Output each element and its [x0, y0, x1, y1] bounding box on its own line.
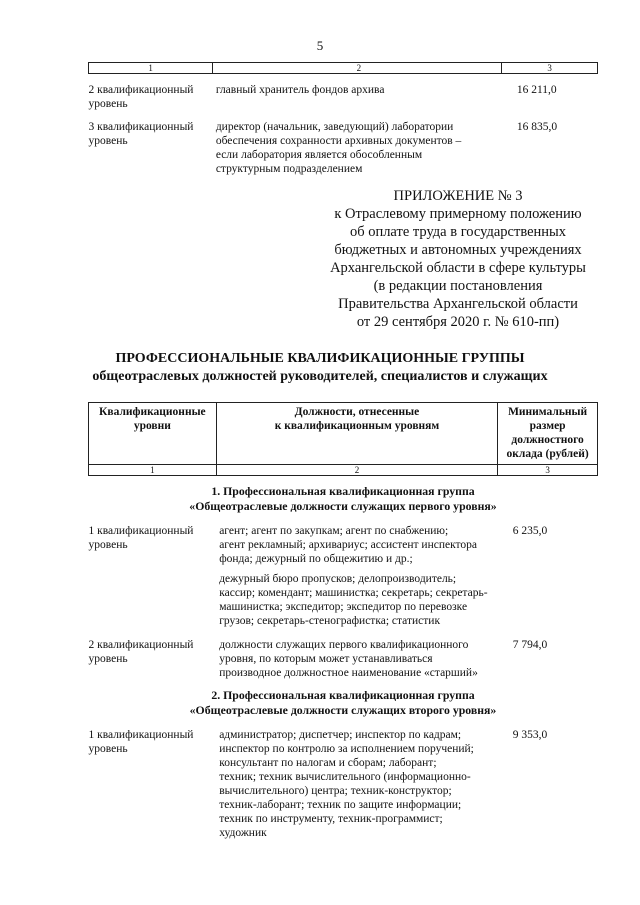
group-title-row — [89, 476, 598, 521]
column-number: 1 — [89, 63, 213, 74]
column-number-row — [89, 465, 598, 476]
appendix-block — [318, 187, 598, 331]
header-positions: Должности, отнесенные к квалификационным уровням — [216, 403, 498, 465]
positions-cell: агент; агент по закупкам; агент по снабжению; агент рекламный; архивариус; ассистент инспектора фонда; дежурный по общежитию и др.; — [219, 525, 478, 565]
column-number-row — [89, 63, 598, 74]
group-title: 1. Профессиональная квалификационная группа «Общеотраслевые должности служащих первого уровня» — [189, 484, 497, 513]
column-number: 2 — [213, 63, 502, 74]
document-heading — [0, 350, 640, 386]
heading-subtitle: общеотраслевых должностей руководителей, специалистов и служащих — [92, 369, 548, 384]
level-cell: 1 квалификационный уровень — [88, 525, 194, 551]
positions-cell: директор (начальник, заведующий) лаборатории обеспечения сохранности архивных документов – если лаборатория является обособленным структурным подразделением — [215, 121, 462, 175]
appendix-line: Архангельской области в сфере культуры — [330, 260, 586, 276]
column-number: 3 — [498, 465, 598, 476]
heading-title: ПРОФЕССИОНАЛЬНЫЕ КВАЛИФИКАЦИОННЫЕ ГРУППЫ — [115, 351, 525, 366]
table-row — [89, 111, 598, 176]
level-cell: 1 квалификационный уровень — [88, 729, 194, 755]
top-table — [88, 62, 598, 176]
header-row — [89, 403, 598, 465]
salary-cell: 7 794,0 — [512, 639, 548, 651]
salary-cell: 9 353,0 — [512, 729, 548, 741]
table-row — [89, 520, 598, 566]
level-cell: 3 квалификационный уровень — [88, 121, 194, 147]
table-row — [89, 724, 598, 840]
positions-cell: дежурный бюро пропусков; делопроизводитель; кассир; комендант; машинистка; секретарь; секретарь- машинистка; экспедитор; экспедитор по перевозке грузов; секретарь-стенографистка; статистик — [219, 573, 488, 627]
column-number: 2 — [216, 465, 498, 476]
salary-cell: 16 835,0 — [516, 121, 558, 133]
group-title-row — [89, 680, 598, 724]
header-salary: Минимальный размер должностного оклада (рублей) — [498, 403, 598, 465]
positions-cell: администратор; диспетчер; инспектор по кадрам; инспектор по контролю за исполнением поручений; консультант по налогам и сборам; лаборант; техник; техник вычислительного (информационно- вычислительного) центра; техник-конструктор; техник-лаборант; техник по защите информации; техник по инструменту, техник-программист; художник — [219, 729, 474, 839]
column-number: 3 — [502, 63, 598, 74]
table-row — [89, 74, 598, 112]
positions-cell: главный хранитель фондов архива — [215, 84, 385, 96]
positions-cell: должности служащих первого квалификационного уровня, по которым может устанавливаться производное должностное наименование «старший» — [219, 639, 478, 679]
column-number: 1 — [89, 465, 217, 476]
level-cell: 2 квалификационный уровень — [88, 84, 194, 110]
group-title: 2. Профессиональная квалификационная группа «Общеотраслевые должности служащих второго уровня» — [189, 688, 497, 717]
level-cell: 2 квалификационный уровень — [88, 639, 194, 665]
appendix-line: ПРИЛОЖЕНИЕ № 3 — [393, 188, 523, 204]
salary-cell: 6 235,0 — [512, 525, 548, 537]
appendix-line: бюджетных и автономных учреждениях — [334, 242, 582, 258]
salary-cell: 16 211,0 — [516, 84, 557, 96]
appendix-line: об оплате труда в государственных — [349, 224, 567, 240]
page-number: 5 — [316, 38, 324, 53]
appendix-line: от 29 сентября 2020 г. № 610-пп) — [356, 314, 560, 330]
table-row — [89, 634, 598, 680]
appendix-line: к Отраслевому примерному положению — [334, 206, 582, 222]
appendix-line: Правительства Архангельской области — [338, 296, 578, 312]
appendix-line: (в редакции постановления — [373, 278, 543, 294]
table-row — [89, 566, 598, 628]
qualification-table — [88, 402, 598, 840]
header-levels: Квалификационные уровни — [89, 403, 217, 465]
